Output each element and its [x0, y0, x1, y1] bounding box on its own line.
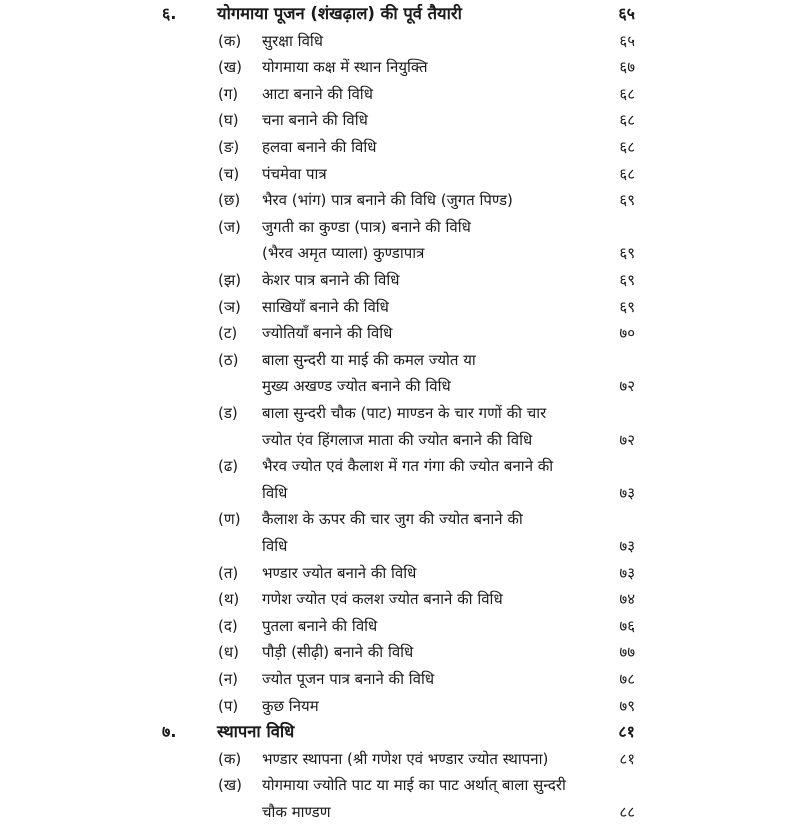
toc-entry	[0, 294, 799, 320]
entry-text: साखियाँ बनाने की विधि	[262, 297, 389, 316]
entry-page-number: ७४	[619, 590, 635, 609]
entry-marker: (थ)	[218, 590, 240, 609]
section-heading	[0, 1, 799, 27]
section-page-number: ६५	[618, 4, 635, 23]
entry-page-number: ६५	[619, 31, 635, 50]
section-title: स्थापना विधि	[217, 722, 295, 742]
toc-entry	[0, 214, 799, 240]
section-number: ६.	[162, 4, 177, 23]
entry-text: कुछ नियम	[262, 696, 319, 715]
entry-text: बाला सुन्दरी चौक (पाट) माण्डन के चार गणों की चार	[262, 404, 547, 422]
entry-marker: (क)	[218, 31, 242, 50]
entry-page-number: ७८	[619, 670, 635, 688]
entry-text: भैरव (भांग) पात्र बनाने की विधि (जुगत पिण्ड)	[262, 191, 513, 210]
entry-text: पंचमेवा पात्र	[262, 164, 327, 183]
toc-entry	[0, 161, 799, 187]
entry-marker: (च)	[218, 164, 240, 183]
toc-entry-continuation	[0, 799, 799, 825]
entry-marker: (ट)	[218, 324, 238, 343]
toc-entry	[0, 134, 799, 160]
entry-text: भैरव ज्योत एवं कैलाश में गत गंगा की ज्योत बनाने की	[262, 457, 554, 476]
entry-text: कैलाश के ऊपर की चार जुग की ज्योत बनाने की	[262, 510, 523, 529]
toc-entry-continuation	[0, 427, 799, 453]
toc-entry	[0, 506, 799, 532]
entry-marker: (न)	[218, 670, 239, 688]
toc-entry	[0, 586, 799, 612]
toc-entry	[0, 560, 799, 586]
entry-marker: (ठ)	[218, 350, 239, 369]
entry-text: जुगती का कुण्डा (पात्र) बनाने की विधि	[262, 217, 471, 236]
entry-page-number: ६८	[619, 138, 635, 156]
entry-text: ज्योत पूजन पात्र बनाने की विधि	[262, 670, 435, 688]
toc-entry-continuation	[0, 373, 799, 399]
toc-entry	[0, 347, 799, 373]
toc-entry	[0, 693, 799, 719]
entry-page-number: ६९	[619, 244, 635, 263]
entry-text: योगमाया कक्ष में स्थान नियुक्ति	[262, 58, 428, 77]
entry-text: हलवा बनाने की विधि	[262, 138, 377, 156]
entry-text: पौड़ी (सीढ़ी) बनाने की विधि	[262, 643, 414, 662]
entry-text: (भैरव अमृत प्याला) कुण्डापात्र	[262, 244, 425, 263]
entry-page-number: ६८	[619, 111, 635, 130]
entry-marker: (ख)	[218, 776, 242, 795]
entry-marker: (द)	[218, 616, 238, 635]
entry-page-number: ७२	[619, 377, 635, 396]
entry-text: ज्योतियाँ बनाने की विधि	[262, 324, 393, 343]
entry-text: विधि	[262, 537, 288, 555]
entry-text: गणेश ज्योत एवं कलश ज्योत बनाने की विधि	[262, 590, 503, 609]
entry-text: आटा बनाने की विधि	[262, 84, 373, 103]
entry-text: भण्डार ज्योत बनाने की विधि	[262, 563, 417, 582]
entry-marker: (छ)	[218, 191, 241, 210]
entry-marker: (ख)	[218, 58, 242, 77]
entry-text: भण्डार स्थापना (श्री गणेश एवं भण्डार ज्योत स्थापना)	[262, 749, 549, 768]
entry-page-number: ७२	[619, 430, 635, 449]
toc-entry	[0, 320, 799, 346]
entry-text: योगमाया ज्योति पाट या माई का पाट अर्थात् बाला सुन्दरी	[262, 776, 566, 795]
entry-page-number: ६९	[619, 191, 635, 210]
toc-entry	[0, 772, 799, 798]
section-number: ७.	[162, 722, 177, 742]
entry-page-number: ७०	[619, 324, 635, 343]
entry-marker: (झ)	[218, 271, 242, 289]
toc-entry	[0, 28, 799, 54]
toc-entry-continuation	[0, 533, 799, 559]
entry-text: चौक माण्डण	[262, 803, 331, 821]
entry-text: विधि	[262, 483, 288, 502]
entry-page-number: ८८	[619, 803, 635, 821]
entry-page-number: ७३	[619, 563, 635, 582]
entry-marker: (घ)	[218, 111, 239, 130]
entry-page-number: ६८	[619, 84, 635, 103]
entry-text: केशर पात्र बनाने की विधि	[262, 271, 400, 289]
entry-page-number: ७३	[619, 537, 635, 555]
toc-entry	[0, 187, 799, 213]
toc-entry	[0, 54, 799, 80]
entry-page-number: ७७	[619, 643, 635, 662]
entry-marker: (ग)	[218, 84, 239, 103]
entry-page-number: ६९	[619, 271, 635, 289]
entry-text: चना बनाने की विधि	[262, 111, 368, 130]
entry-marker: (त)	[218, 563, 239, 582]
entry-text: ज्योत एंव हिंगलाज माता की ज्योत बनाने की विधि	[262, 430, 533, 449]
entry-page-number: ७६	[619, 616, 635, 635]
toc-entry	[0, 613, 799, 639]
entry-page-number: ६७	[619, 58, 635, 77]
entry-marker: (ढ)	[218, 457, 239, 476]
toc-entry-continuation	[0, 240, 799, 266]
section-title: योगमाया पूजन (शंखढ़ाल) की पूर्व तैयारी	[217, 4, 462, 23]
entry-page-number: ६९	[619, 297, 635, 316]
toc-entry	[0, 453, 799, 479]
toc-entry	[0, 666, 799, 692]
toc-entry	[0, 746, 799, 772]
toc-entry	[0, 639, 799, 665]
entry-marker: (ड)	[218, 404, 238, 422]
entry-page-number: ६८	[619, 164, 635, 183]
entry-marker: (प)	[218, 696, 239, 715]
entry-marker: (ण)	[218, 510, 241, 529]
entry-page-number: ७९	[619, 696, 635, 715]
entry-marker: (ञ)	[218, 297, 241, 316]
entry-text: सुरक्षा विधि	[262, 31, 324, 50]
entry-marker: (ङ)	[218, 138, 240, 156]
entry-marker: (ध)	[218, 643, 239, 662]
toc-entry	[0, 107, 799, 133]
entry-marker: (ज)	[218, 217, 241, 236]
entry-page-number: ८१	[619, 749, 635, 768]
entry-marker: (क)	[218, 749, 242, 768]
entry-text: पुतला बनाने की विधि	[262, 616, 378, 635]
entry-text: बाला सुन्दरी या माई की कमल ज्योत या	[262, 350, 476, 369]
toc-entry	[0, 267, 799, 293]
section-heading	[0, 719, 799, 745]
toc-entry	[0, 400, 799, 426]
section-page-number: ८१	[618, 722, 635, 742]
toc-entry	[0, 81, 799, 107]
entry-page-number: ७३	[619, 483, 635, 502]
toc-entry-continuation	[0, 480, 799, 506]
entry-text: मुख्य अखण्ड ज्योत बनाने की विधि	[262, 377, 451, 396]
